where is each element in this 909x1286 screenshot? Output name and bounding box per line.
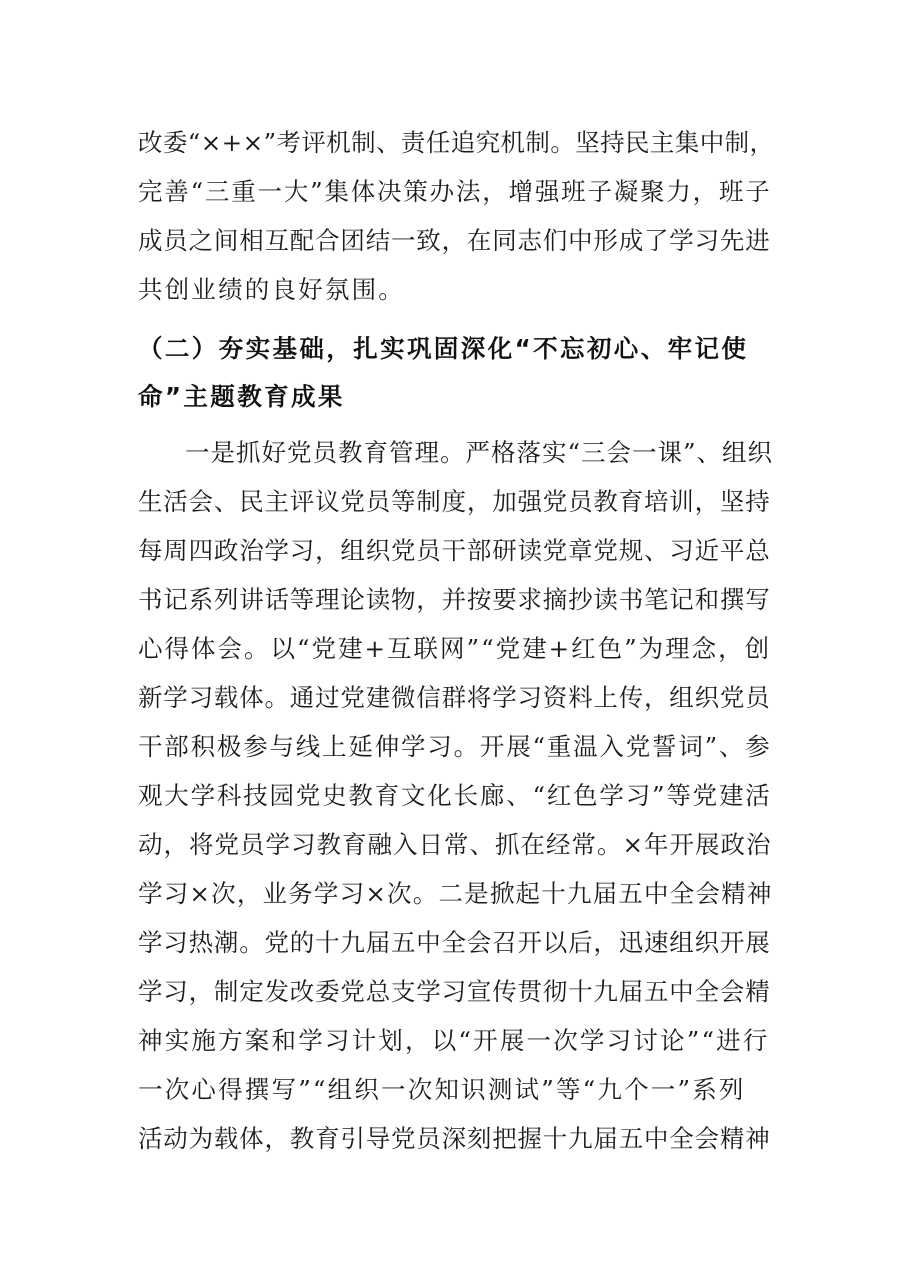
paragraph-2-line-3: 每周四政治学习，组织党员干部研读党章党规、习近平总 <box>138 536 771 565</box>
paragraph-2-line-4: 书记系列讲话等理论读物，并按要求摘抄读书笔记和撰写 <box>138 585 771 614</box>
paragraph-2-line-9: 动，将党员学习教育融入日常、抓在经常。×年开展政治 <box>138 830 772 859</box>
paragraph-2-line-2: 生活会、民主评议党员等制度，加强党员教育培训，坚持 <box>138 487 771 516</box>
paragraph-2-line-7: 干部积极参与线上延伸学习。开展“重温入党誓词”、参 <box>138 732 772 761</box>
paragraph-2-line-10: 学习×次，业务学习×次。二是掀起十九届五中全会精神 <box>138 879 773 908</box>
paragraph-2-line-15: 活动为载体，教育引导党员深刻把握十九届五中全会精神 <box>138 1124 771 1153</box>
section-heading-line-1: （二）夯实基础，扎实巩固深化“不忘初心、牢记使 <box>138 334 749 363</box>
paragraph-1-line-1: 改委“×+×”考评机制、责任追究机制。坚持民主集中制， <box>138 128 775 157</box>
paragraph-1-line-4: 共创业绩的良好氛围。 <box>138 275 405 304</box>
paragraph-2-line-14: 一次心得撰写”“组织一次知识测试”等“九个一”系列 <box>138 1075 746 1104</box>
section-heading-line-2: 命”主题教育成果 <box>138 382 345 411</box>
paragraph-2-line-12: 学习，制定发改委党总支学习宣传贯彻十九届五中全会精 <box>138 977 771 1006</box>
paragraph-2-line-6: 新学习载体。通过党建微信群将学习资料上传，组织党员 <box>138 683 771 712</box>
paragraph-2-line-5: 心得体会。以“党建+互联网”“党建+红色”为理念，创 <box>138 634 772 663</box>
paragraph-1-line-3: 成员之间相互配合团结一致，在同志们中形成了学习先进 <box>138 226 771 255</box>
paragraph-2-line-11: 学习热潮。党的十九届五中全会召开以后，迅速组织开展 <box>138 928 771 957</box>
paragraph-2-line-8: 观大学科技园党史教育文化长廊、“红色学习”等党建活 <box>138 781 772 810</box>
paragraph-2-line-13: 神实施方案和学习计划，以“开展一次学习讨论”“进行 <box>138 1026 770 1055</box>
paragraph-1-line-2: 完善“三重一大”集体决策办法，增强班子凝聚力，班子 <box>138 177 772 206</box>
paragraph-2-line-1: 一是抓好党员教育管理。严格落实“三会一课”、组织 <box>185 438 774 467</box>
